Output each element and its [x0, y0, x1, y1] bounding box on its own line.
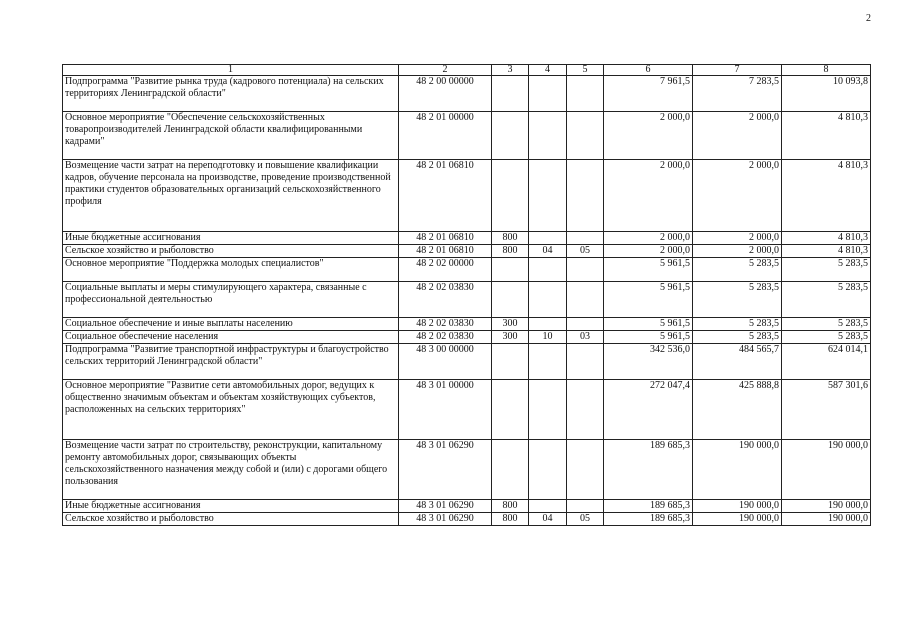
target-article-code-cell: 48 2 01 06810 [399, 245, 492, 258]
table-row [63, 160, 871, 232]
table-row [63, 318, 871, 331]
section-cell [529, 282, 567, 318]
section-cell: 04 [529, 513, 567, 526]
table-row [63, 500, 871, 513]
amount-col-7-cell: 190 000,0 [693, 440, 782, 500]
expense-type-cell [492, 282, 529, 318]
target-article-code-cell: 48 3 01 06290 [399, 513, 492, 526]
amount-col-7-cell: 190 000,0 [693, 513, 782, 526]
subsection-cell [567, 500, 604, 513]
amount-col-7-cell: 5 283,5 [693, 318, 782, 331]
header-cell: 1 [63, 65, 399, 76]
amount-col-8-cell: 4 810,3 [782, 245, 871, 258]
amount-col-7-cell: 484 565,7 [693, 344, 782, 380]
expense-type-cell [492, 76, 529, 112]
amount-col-7-cell: 5 283,5 [693, 282, 782, 318]
section-cell [529, 380, 567, 440]
section-cell [529, 76, 567, 112]
header-cell: 8 [782, 65, 871, 76]
table-row [63, 331, 871, 344]
target-article-code-cell: 48 2 01 06810 [399, 232, 492, 245]
subsection-cell [567, 160, 604, 232]
amount-col-8-cell: 5 283,5 [782, 282, 871, 318]
expense-type-cell: 800 [492, 500, 529, 513]
subsection-cell: 05 [567, 513, 604, 526]
expense-type-cell: 800 [492, 232, 529, 245]
amount-col-7-cell: 7 283,5 [693, 76, 782, 112]
target-article-code-cell: 48 2 00 00000 [399, 76, 492, 112]
expense-type-cell [492, 160, 529, 232]
subsection-cell [567, 380, 604, 440]
row-name-cell: Социальные выплаты и меры стимулирующего характера, связанные с профессиональной деятельностью [63, 282, 399, 318]
amount-col-7-cell: 2 000,0 [693, 112, 782, 160]
section-cell: 04 [529, 245, 567, 258]
target-article-code-cell: 48 2 02 03830 [399, 282, 492, 318]
table-row [63, 282, 871, 318]
amount-col-6-cell: 189 685,3 [604, 440, 693, 500]
expense-type-cell [492, 258, 529, 282]
target-article-code-cell: 48 2 02 03830 [399, 331, 492, 344]
row-name-cell: Подпрограмма "Развитие транспортной инфраструктуры и благоустройство сельских территорий Ленинградской области" [63, 344, 399, 380]
table-row [63, 258, 871, 282]
amount-col-6-cell: 2 000,0 [604, 112, 693, 160]
section-cell [529, 500, 567, 513]
target-article-code-cell: 48 3 01 06290 [399, 440, 492, 500]
amount-col-8-cell: 624 014,1 [782, 344, 871, 380]
section-cell [529, 440, 567, 500]
target-article-code-cell: 48 3 01 06290 [399, 500, 492, 513]
table-row [63, 112, 871, 160]
amount-col-8-cell: 190 000,0 [782, 440, 871, 500]
amount-col-7-cell: 2 000,0 [693, 160, 782, 232]
section-cell [529, 344, 567, 380]
table-row [63, 76, 871, 112]
amount-col-6-cell: 189 685,3 [604, 513, 693, 526]
table-row [63, 513, 871, 526]
subsection-cell [567, 318, 604, 331]
amount-col-7-cell: 425 888,8 [693, 380, 782, 440]
section-cell [529, 318, 567, 331]
amount-col-8-cell: 190 000,0 [782, 513, 871, 526]
header-cell: 5 [567, 65, 604, 76]
amount-col-6-cell: 2 000,0 [604, 245, 693, 258]
page-number: 2 [866, 13, 871, 24]
amount-col-7-cell: 5 283,5 [693, 258, 782, 282]
table-row [63, 245, 871, 258]
header-row [63, 65, 871, 76]
amount-col-7-cell: 5 283,5 [693, 331, 782, 344]
expense-type-cell [492, 112, 529, 160]
amount-col-6-cell: 272 047,4 [604, 380, 693, 440]
row-name-cell: Иные бюджетные ассигнования [63, 232, 399, 245]
row-name-cell: Основное мероприятие "Обеспечение сельскохозяйственных товаропроизводителей Ленинградской области квалифицированными кадрами" [63, 112, 399, 160]
target-article-code-cell: 48 3 00 00000 [399, 344, 492, 380]
header-cell: 2 [399, 65, 492, 76]
header-cell: 3 [492, 65, 529, 76]
section-cell [529, 160, 567, 232]
table-row [63, 344, 871, 380]
amount-col-8-cell: 5 283,5 [782, 258, 871, 282]
section-cell [529, 258, 567, 282]
subsection-cell [567, 76, 604, 112]
expense-type-cell: 300 [492, 331, 529, 344]
amount-col-8-cell: 190 000,0 [782, 500, 871, 513]
target-article-code-cell: 48 2 01 06810 [399, 160, 492, 232]
row-name-cell: Социальное обеспечение и иные выплаты населению [63, 318, 399, 331]
amount-col-6-cell: 5 961,5 [604, 318, 693, 331]
amount-col-6-cell: 5 961,5 [604, 258, 693, 282]
header-cell: 4 [529, 65, 567, 76]
amount-col-6-cell: 189 685,3 [604, 500, 693, 513]
amount-col-8-cell: 4 810,3 [782, 232, 871, 245]
row-name-cell: Иные бюджетные ассигнования [63, 500, 399, 513]
subsection-cell [567, 282, 604, 318]
expense-type-cell [492, 344, 529, 380]
section-cell: 10 [529, 331, 567, 344]
expense-type-cell [492, 380, 529, 440]
subsection-cell [567, 112, 604, 160]
amount-col-7-cell: 2 000,0 [693, 245, 782, 258]
amount-col-7-cell: 190 000,0 [693, 500, 782, 513]
section-cell [529, 112, 567, 160]
table-row [63, 232, 871, 245]
amount-col-8-cell: 5 283,5 [782, 318, 871, 331]
row-name-cell: Возмещение части затрат на переподготовку и повышение квалификации кадров, обучение персонала на производстве, проведение производственной практики студентов образовательных организаций сельскохозяйственного профиля [63, 160, 399, 232]
target-article-code-cell: 48 3 01 00000 [399, 380, 492, 440]
subsection-cell [567, 344, 604, 380]
amount-col-8-cell: 4 810,3 [782, 160, 871, 232]
header-cell: 7 [693, 65, 782, 76]
subsection-cell: 05 [567, 245, 604, 258]
expense-type-cell: 800 [492, 245, 529, 258]
target-article-code-cell: 48 2 02 00000 [399, 258, 492, 282]
header-cell: 6 [604, 65, 693, 76]
table-row [63, 440, 871, 500]
row-name-cell: Основное мероприятие "Поддержка молодых специалистов" [63, 258, 399, 282]
row-name-cell: Подпрограмма "Развитие рынка труда (кадрового потенциала) на сельских территориях Ленинградской области" [63, 76, 399, 112]
amount-col-6-cell: 5 961,5 [604, 331, 693, 344]
target-article-code-cell: 48 2 02 03830 [399, 318, 492, 331]
amount-col-8-cell: 10 093,8 [782, 76, 871, 112]
amount-col-6-cell: 2 000,0 [604, 160, 693, 232]
row-name-cell: Возмещение части затрат по строительству, реконструкции, капитальному ремонту автомобильных дорог, связывающих объекты сельскохозяйственного назначения между собой и (или) с дорогами общего пользования [63, 440, 399, 500]
section-cell [529, 232, 567, 245]
expense-type-cell: 300 [492, 318, 529, 331]
row-name-cell: Сельское хозяйство и рыболовство [63, 245, 399, 258]
expense-type-cell [492, 440, 529, 500]
subsection-cell [567, 440, 604, 500]
target-article-code-cell: 48 2 01 00000 [399, 112, 492, 160]
table-row [63, 380, 871, 440]
row-name-cell: Социальное обеспечение населения [63, 331, 399, 344]
subsection-cell: 03 [567, 331, 604, 344]
amount-col-6-cell: 2 000,0 [604, 232, 693, 245]
subsection-cell [567, 232, 604, 245]
amount-col-6-cell: 342 536,0 [604, 344, 693, 380]
budget-table [62, 64, 871, 526]
subsection-cell [567, 258, 604, 282]
amount-col-8-cell: 587 301,6 [782, 380, 871, 440]
amount-col-6-cell: 5 961,5 [604, 282, 693, 318]
amount-col-8-cell: 5 283,5 [782, 331, 871, 344]
amount-col-8-cell: 4 810,3 [782, 112, 871, 160]
row-name-cell: Сельское хозяйство и рыболовство [63, 513, 399, 526]
amount-col-6-cell: 7 961,5 [604, 76, 693, 112]
amount-col-7-cell: 2 000,0 [693, 232, 782, 245]
expense-type-cell: 800 [492, 513, 529, 526]
row-name-cell: Основное мероприятие "Развитие сети автомобильных дорог, ведущих к общественно значимым объектам и объектам хозяйствующих субъектов, расположенных на сельских территориях" [63, 380, 399, 440]
